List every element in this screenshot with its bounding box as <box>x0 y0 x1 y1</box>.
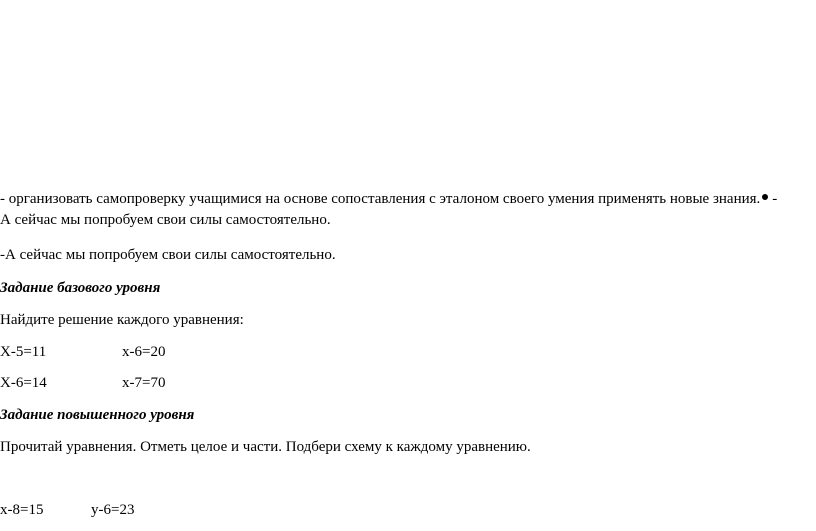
equation-row-advanced <box>0 500 134 520</box>
instruction-basic-text: Найдите решение каждого уравнения: <box>0 312 244 328</box>
intro-repeat-line <box>0 245 336 265</box>
heading-advanced-text: Задание повышенного уровня <box>0 407 195 423</box>
objective-text: - организовать самопроверку учащимися на основе сопоставления с эталоном своего умения применять новые знания. <box>0 191 761 207</box>
bullet-dot-icon <box>762 194 768 200</box>
equation: x-8=15 <box>0 502 44 518</box>
intro-line <box>0 210 331 230</box>
equation-row-2 <box>0 373 165 393</box>
equation: X-6=14 <box>0 375 47 391</box>
objective-tail: - <box>772 191 778 207</box>
instruction-advanced <box>0 437 531 457</box>
intro-text: А сейчас мы попробуем свои силы самостоятельно. <box>0 212 331 228</box>
heading-basic-level <box>0 278 160 298</box>
intro-repeat-text: -А сейчас мы попробуем свои силы самостоятельно. <box>0 247 336 263</box>
instruction-advanced-text: Прочитай уравнения. Отметь целое и части. Подбери схему к каждому уравнению. <box>0 439 531 455</box>
equation: y-6=23 <box>91 502 135 518</box>
equation: x-7=70 <box>122 375 166 391</box>
instruction-basic <box>0 310 244 330</box>
equation: X-5=11 <box>0 344 47 360</box>
objective-line <box>0 189 777 209</box>
heading-advanced-level <box>0 405 194 425</box>
equation: x-6=20 <box>122 344 166 360</box>
heading-basic-text: Задание базового уровня <box>0 280 161 296</box>
equation-row-1 <box>0 342 165 362</box>
